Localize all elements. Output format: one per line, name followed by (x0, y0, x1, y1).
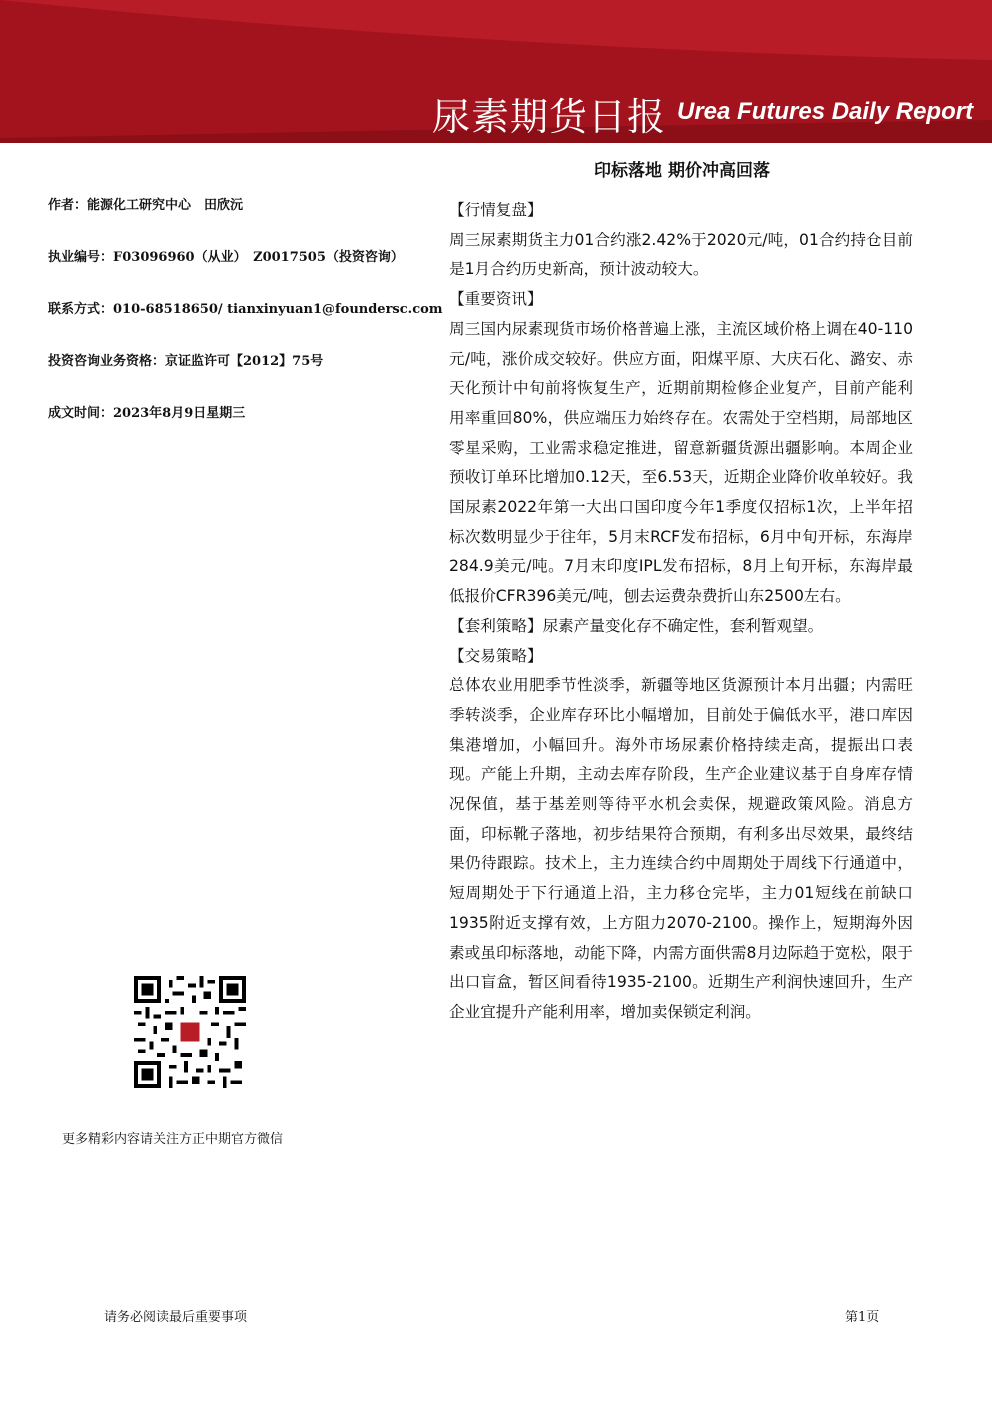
text-trading: 总体农业用肥季节性淡季，新疆等地区货源预计本月出疆；内需旺季转淡季，企业库存环比小幅增加，目前处于偏低水平，港口库因集港增加，小幅回升。海外市场尿素价格持续走高，提振出口表现。产能上升期，主动去库存阶段，生产企业建议基于自身库存情况保值，基于基差则等待平水机会卖保，规避政策风险。消息方面，印标靴子落地，初步结果符合预期，有利多出尽效果，最终结果仍待跟踪。技术上，主力连续合约中周期处于周线下行通道中，短周期处于下行通道上沿，主力移仓完毕，主力01短线在前缺口1935附近支撑有效，上方阻力2070-2100。操作上，短期海外因素或虽印标落地，动能下降，内需方面供需8月边际趋于宽松，限于出口盲盒，暂区间看待1935-2100。近期生产利润快速回升，生产企业宜提升产能利用率，增加卖保锁定利润。 (449, 676, 913, 1021)
heading-trading: 【交易策略】 (449, 646, 543, 665)
license-line: 执业编号：F03096960（从业） Z0017505（投资咨询） (48, 250, 404, 265)
date-line: 成文时间：2023年8月9日星期三 (48, 406, 246, 421)
header-banner (0, 0, 992, 143)
qr-logo (180, 1022, 199, 1041)
section-trading (449, 642, 913, 1028)
report-title-cn: 尿素期货日报 (432, 95, 667, 139)
footer-notice: 请务必阅读最后重要事项 (104, 1310, 248, 1325)
section-news (449, 285, 913, 612)
report-subtitle: 印标落地 期价冲高回落 (594, 161, 770, 181)
text-news: 周三国内尿素现货市场价格普遍上涨，主流区域价格上调在40-110元/吨，涨价成交较好。供应方面，阳煤平原、大庆石化、潞安、赤天化预计中旬前将恢复生产，近期前期检修企业复产，目前产能利用率重回80%，供应端压力始终存在。农需处于空档期，局部地区零星采购，工业需求稳定推进，留意新疆货源出疆影响。本周企业预收订单环比增加0.12天，至6.53天，近期企业降价收单较好。我国尿素2022年第一大出口国印度今年1季度仅招标1次，上半年招标次数明显少于往年，5月末RCF发布招标，6月中旬开标，东海岸284.9美元/吨。7月末印度IPL发布招标，8月上旬开标，东海岸最低报价CFR396美元/吨，刨去运费杂费折山东2500左右。 (449, 319, 913, 606)
banner-highlight (0, 0, 992, 60)
heading-market-review: 【行情复盘】 (449, 201, 543, 219)
qr-code-icon[interactable] (134, 976, 246, 1088)
page-number: 第1页 (845, 1310, 880, 1325)
section-market-review (449, 196, 913, 285)
heading-news: 【重要资讯】 (449, 290, 543, 309)
heading-arbitrage: 【套利策略】 (449, 616, 543, 635)
report-title-en: Urea Futures Daily Report (677, 98, 974, 125)
author-line: 作者：能源化工研究中心 田欣沅 (48, 198, 244, 213)
qr-caption: 更多精彩内容请关注方正中期官方微信 (62, 1132, 284, 1147)
report-body (449, 196, 913, 1028)
text-arbitrage: 尿素产量变化存不确定性，套利暂观望。 (542, 616, 824, 635)
section-arbitrage (449, 612, 913, 642)
text-market-review: 周三尿素期货主力01合约涨2.42%于2020元/吨，01合约持仓目前是1月合约历史新高，预计波动较大。 (449, 230, 913, 279)
contact-line[interactable]: 联系方式：010-68518650/ tianxinyuan1@foundersc.com (48, 302, 443, 317)
qualification-line: 投资咨询业务资格：京证监许可【2012】75号 (48, 354, 324, 369)
